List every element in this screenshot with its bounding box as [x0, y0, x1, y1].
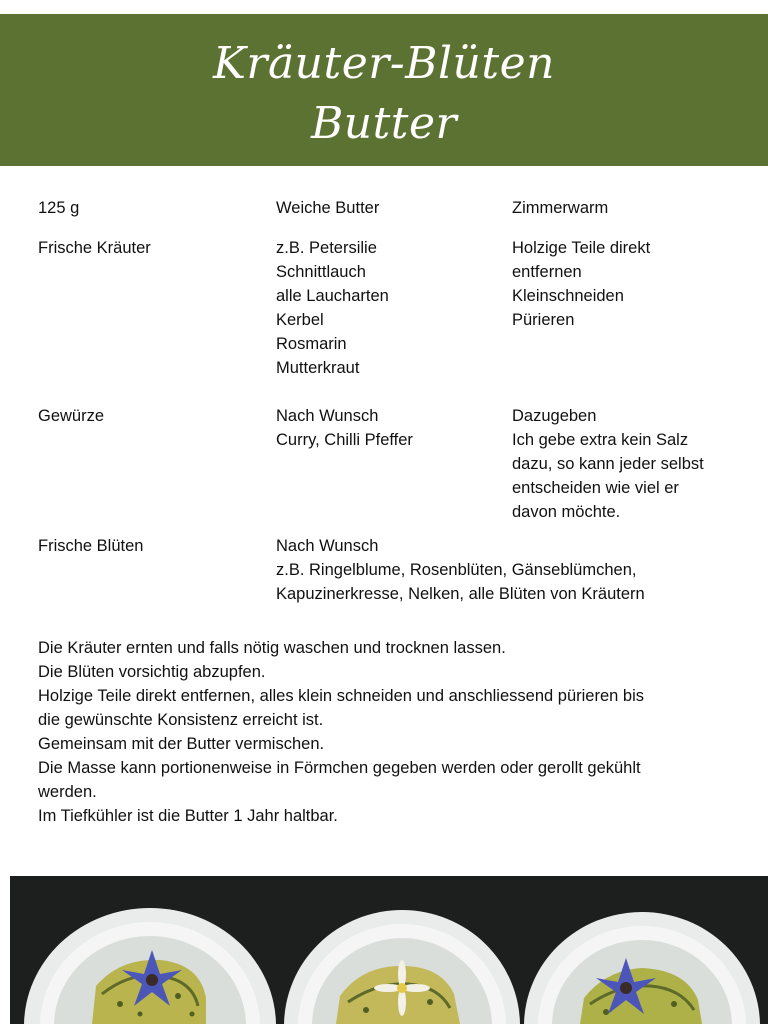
ingredient-detail: Nach Wunsch Curry, Chilli Pfeffer: [276, 407, 413, 449]
ingredient-detail: Nach Wunsch z.B. Ringelblume, Rosenblüten, Gänseblümchen, Kapuzinerkresse, Nelken, alle Blüten von Kräutern: [276, 537, 645, 603]
ingredient-detail: Weiche Butter: [276, 199, 380, 217]
instruction-line: Gemeinsam mit der Butter vermischen.: [38, 735, 325, 753]
instruction-line: Die Kräuter ernten und falls nötig waschen und trocknen lassen.: [38, 639, 506, 657]
title-banner: [0, 14, 768, 166]
ingredient-name: Gewürze: [38, 407, 105, 425]
herb-butter-bowls-photo: [10, 876, 768, 1024]
instruction-line: Im Tiefkühler ist die Butter 1 Jahr haltbar.: [38, 807, 338, 825]
instruction-line: Die Blüten vorsichtig abzupfen.: [38, 663, 266, 681]
instruction-line: werden.: [38, 783, 97, 801]
ingredient-note: Zimmerwarm: [512, 199, 609, 217]
instruction-line: Die Masse kann portionenweise in Förmchen gegeben werden oder gerollt gekühlt: [38, 759, 641, 777]
ingredient-name: Frische Blüten: [38, 537, 144, 555]
instructions: [38, 636, 738, 828]
ingredient-name: Frische Kräuter: [38, 239, 151, 257]
instruction-line: die gewünschte Konsistenz erreicht ist.: [38, 711, 324, 729]
title-line-2: Butter: [310, 98, 458, 149]
photo-illustration: [10, 876, 768, 1024]
ingredient-note: Holzige Teile direkt entfernen Kleinschneiden Pürieren: [512, 239, 651, 329]
ingredient-detail: z.B. Petersilie Schnittlauch alle Laucharten Kerbel Rosmarin Mutterkraut: [276, 239, 389, 377]
ingredient-note: Dazugeben Ich gebe extra kein Salz dazu, so kann jeder selbst entscheiden wie viel er davon möchte.: [512, 407, 704, 521]
instruction-line: Holzige Teile direkt entfernen, alles klein schneiden und anschliessend pürieren bis: [38, 687, 644, 705]
ingredient-name: 125 g: [38, 199, 80, 217]
title-line-1: Kräuter-Blüten: [213, 38, 555, 89]
